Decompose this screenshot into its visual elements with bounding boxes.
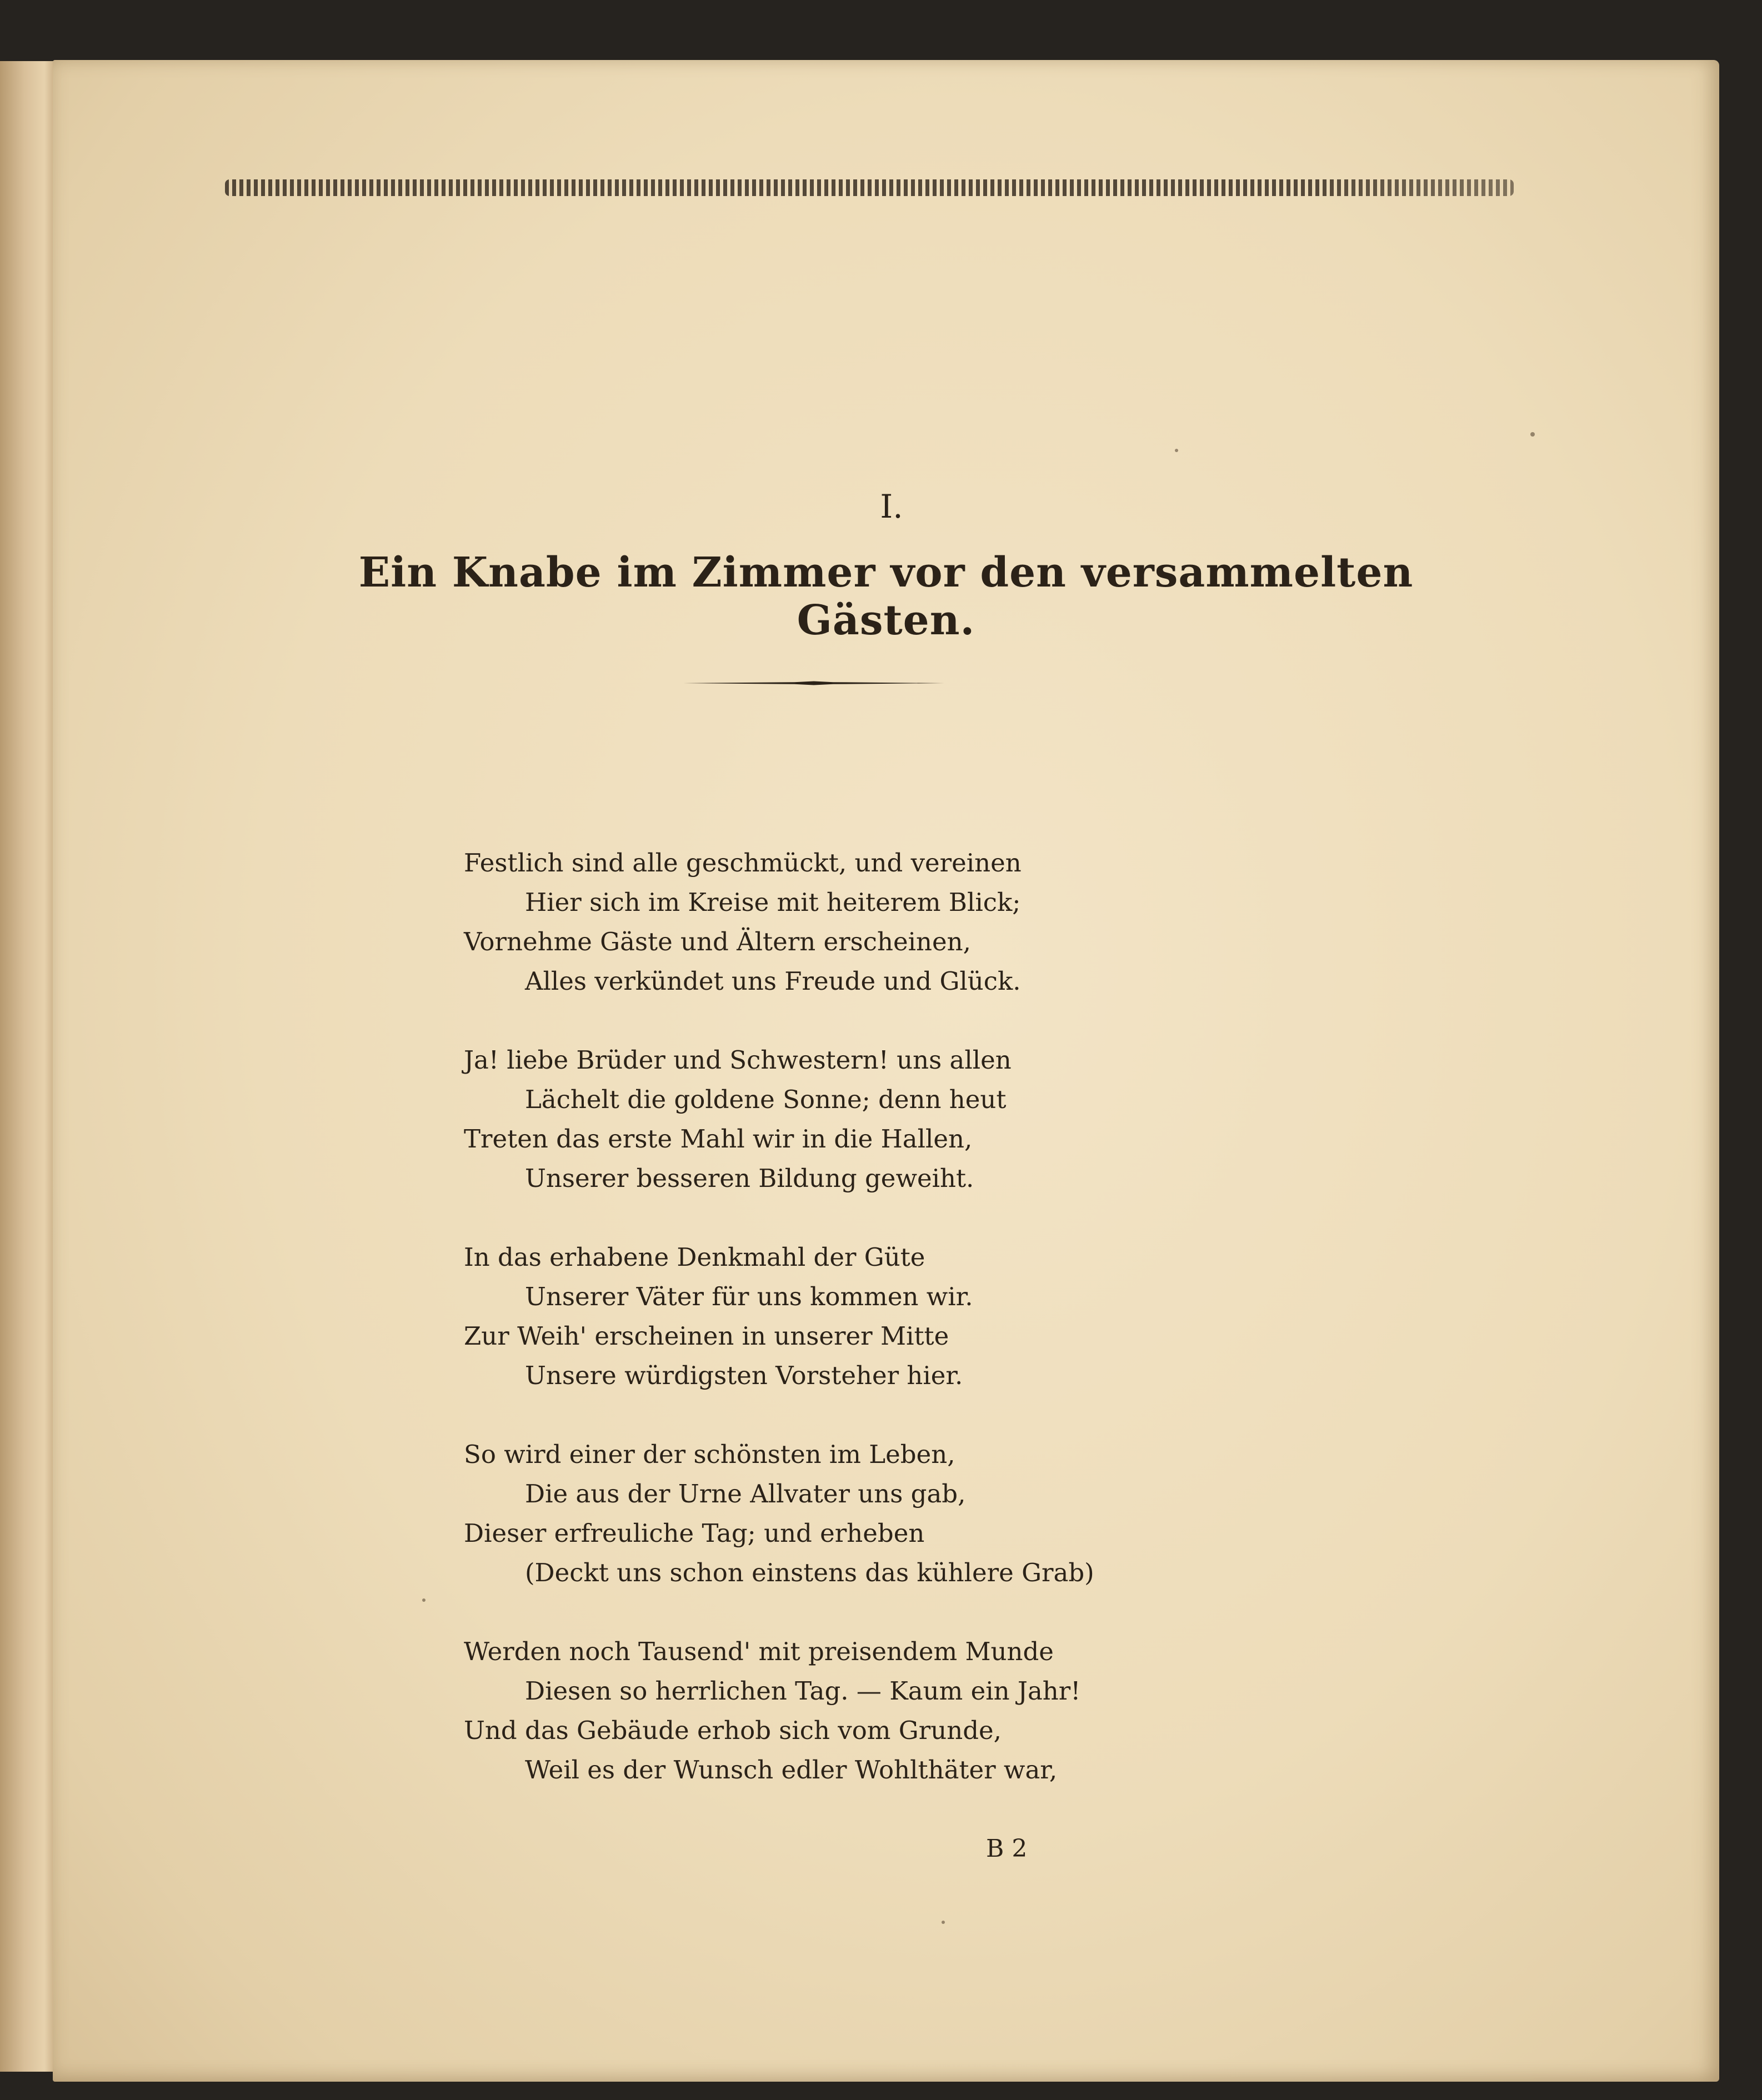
poem-line: Treten das erste Mahl wir in die Hallen, [464,1124,973,1154]
paper-speck [1530,432,1535,437]
poem-line: Diesen so herrlichen Tag. — Kaum ein Jahr! [525,1676,1081,1706]
poem-stanza [464,1632,1242,1790]
ornamental-rule-icon [225,179,1514,196]
poem-line: Die aus der Urne Allvater uns gab, [525,1479,966,1508]
poem-line: Dieser erfreuliche Tag; und erheben [464,1518,925,1548]
book-page [53,60,1719,2082]
poem-body [464,843,1242,1829]
poem-title: Ein Knabe im Zimmer vor den versammelten Gästen. [358,549,1414,644]
poem-stanza [464,1435,1242,1592]
paper-speck [422,1598,426,1602]
title-divider-icon [683,681,944,685]
previous-page-edge [0,61,57,2072]
poem-line: Ja! liebe Brüder und Schwestern! uns allen [464,1045,1012,1075]
poem-line: Und das Gebäude erhob sich vom Grunde, [464,1716,1002,1745]
signature-mark: B 2 [986,1835,1028,1863]
poem-stanza [464,1040,1242,1198]
poem-line: Unsere würdigsten Vorsteher hier. [525,1361,963,1390]
paper-speck [942,1921,945,1924]
poem-line: Festlich sind alle geschmückt, und vereinen [464,848,1022,878]
poem-number: I. [880,488,903,525]
poem-line: Weil es der Wunsch edler Wohlthäter war, [525,1755,1058,1785]
poem-line: Unserer Väter für uns kommen wir. [525,1282,973,1311]
poem-stanza [464,843,1242,1001]
poem-line: Alles verkündet uns Freude und Glück. [525,966,1021,996]
poem-line: Vornehme Gäste und Ältern erscheinen, [464,927,971,956]
paper-speck [1175,449,1178,452]
poem-stanza [464,1237,1242,1395]
poem-line: Unserer besseren Bildung geweiht. [525,1164,974,1193]
poem-line: Werden noch Tausend' mit preisendem Munde [464,1637,1054,1666]
poem-line: In das erhabene Denkmahl der Güte [464,1242,925,1272]
poem-line: Lächelt die goldene Sonne; denn heut [525,1085,1007,1114]
poem-line: (Deckt uns schon einstens das kühlere Grab) [525,1558,1094,1587]
poem-line: Hier sich im Kreise mit heiterem Blick; [525,888,1021,917]
poem-line: Zur Weih' erscheinen in unserer Mitte [464,1321,949,1351]
poem-line: So wird einer der schönsten im Leben, [464,1440,955,1469]
